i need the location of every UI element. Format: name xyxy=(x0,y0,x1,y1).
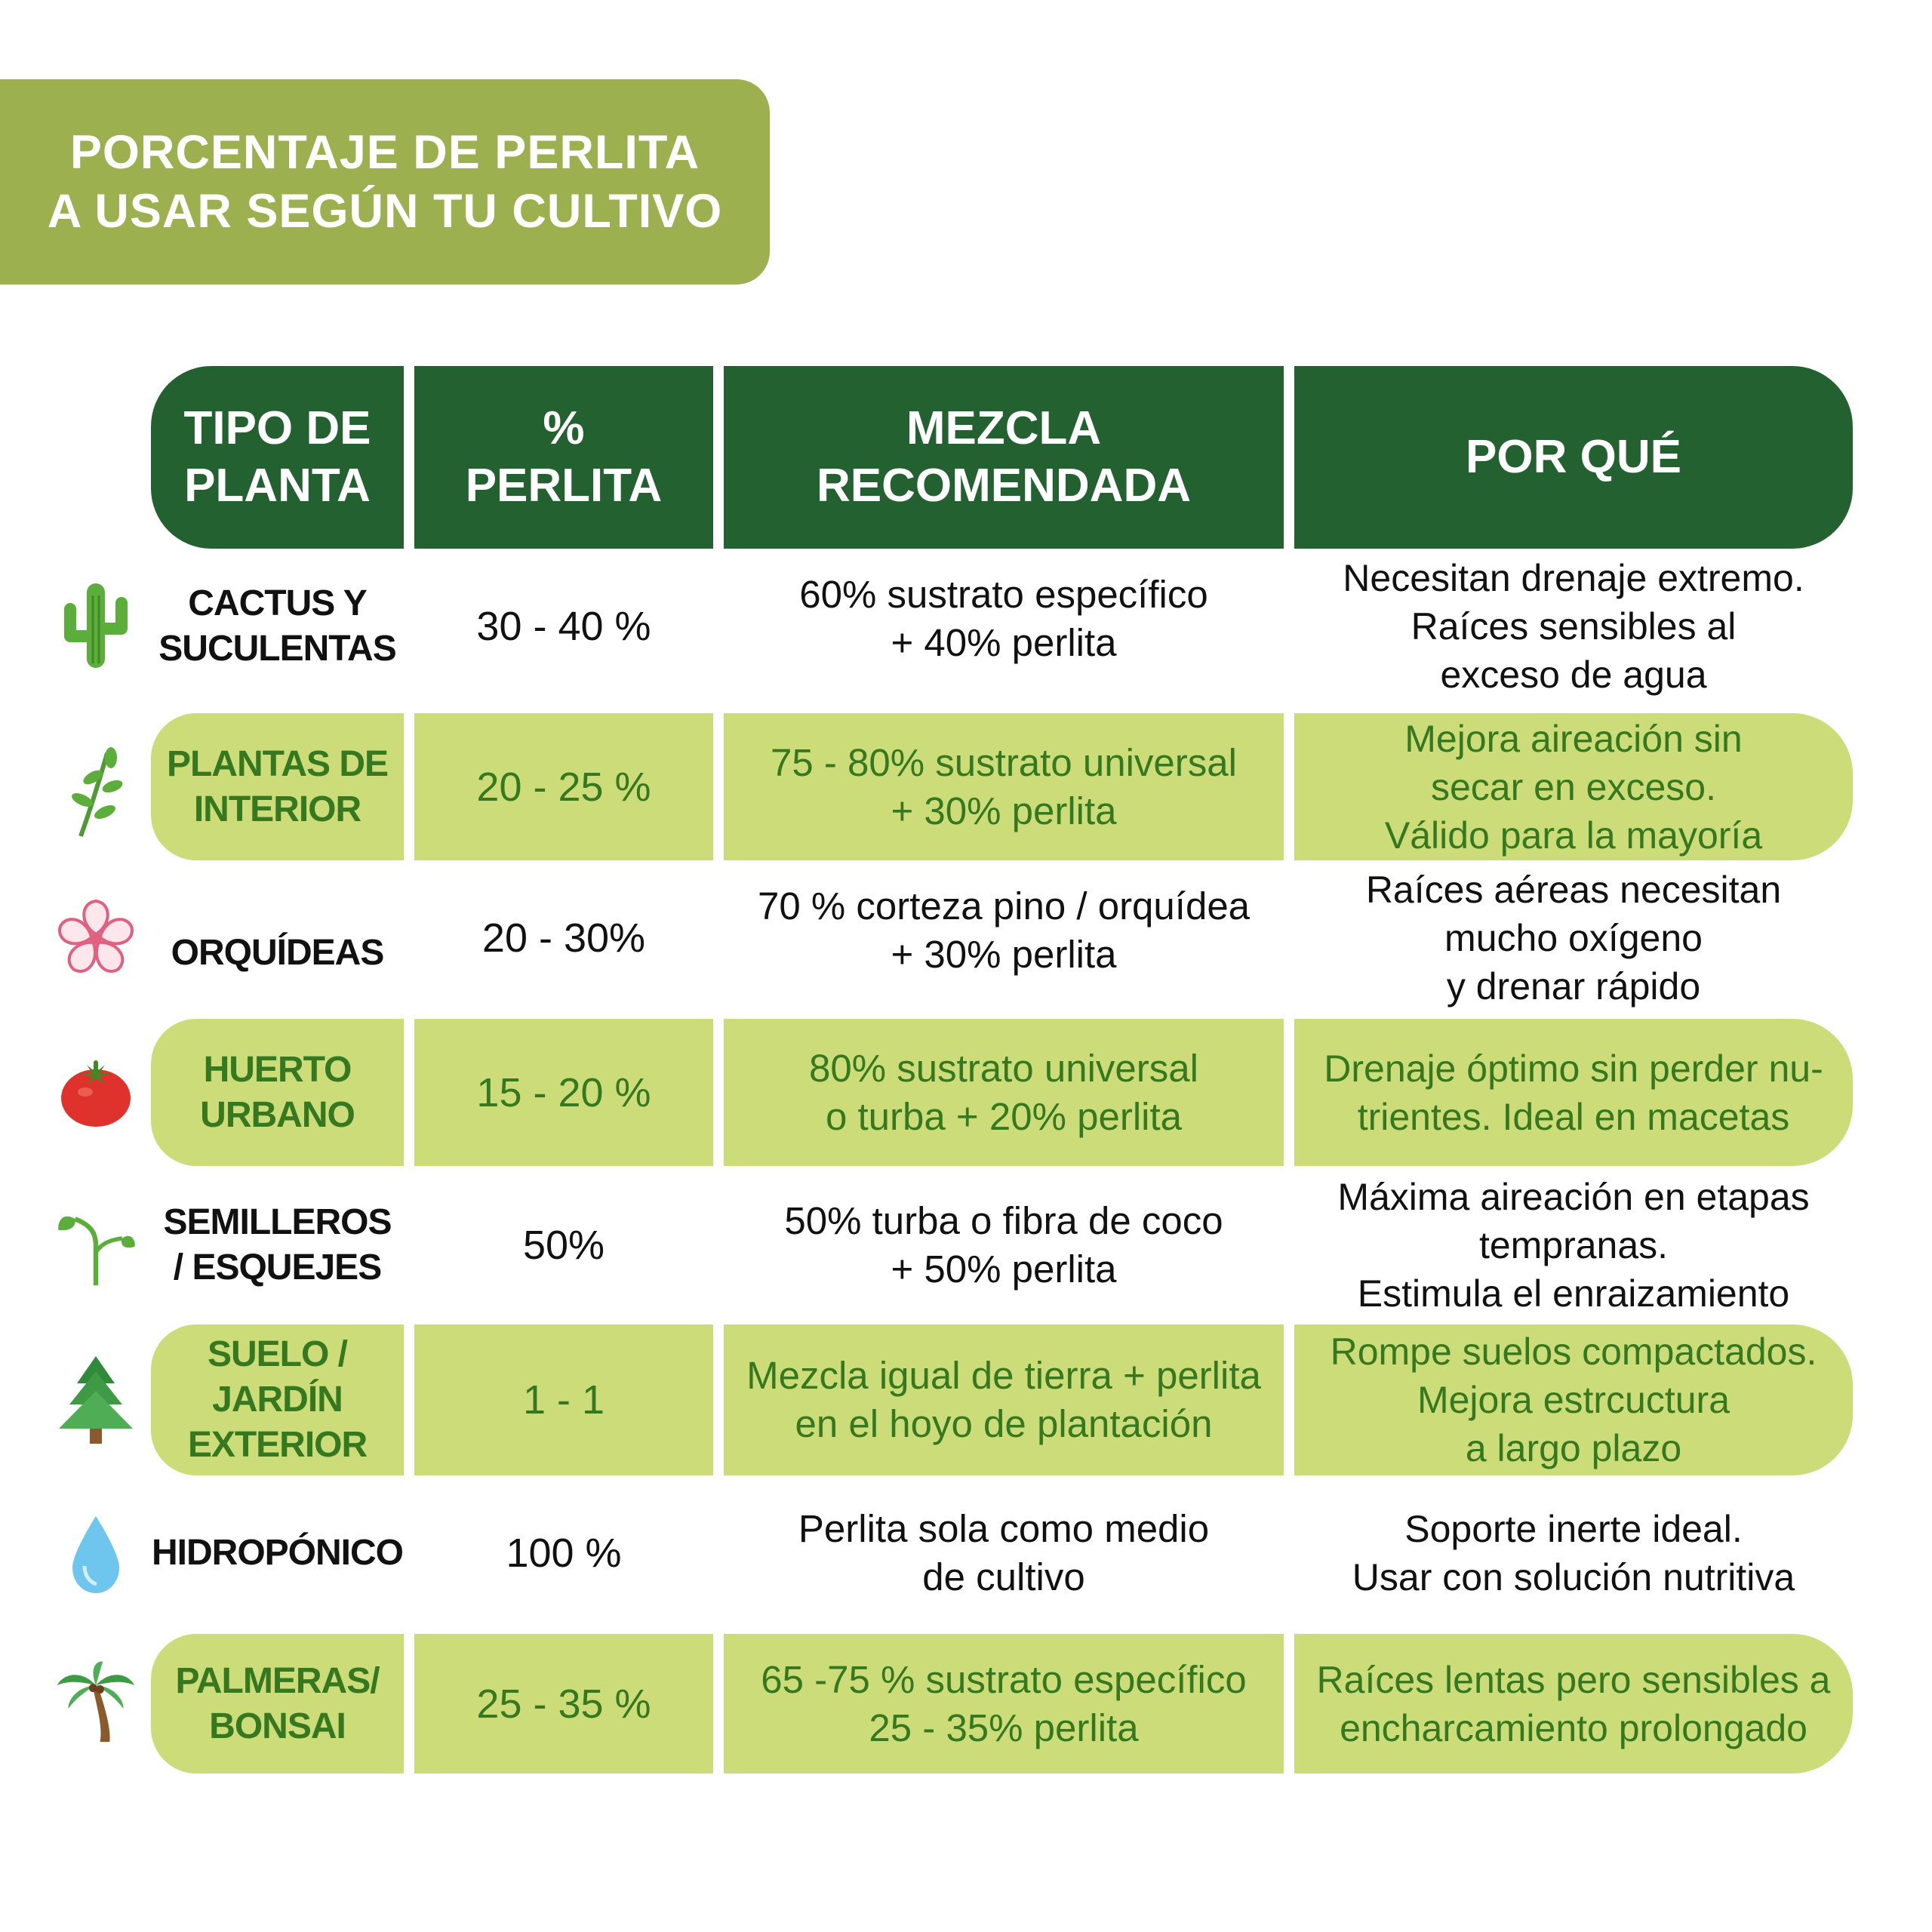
table-row xyxy=(0,713,1932,860)
porque-cell xyxy=(1294,1634,1853,1774)
porque-line: a largo plazo xyxy=(1465,1427,1682,1469)
mezcla-line: 60% sustrato específico xyxy=(799,572,1208,616)
title-line-1: PORCENTAJE DE PERLITA xyxy=(69,126,700,179)
porque-cell xyxy=(1294,713,1853,860)
perlita-cell xyxy=(414,1634,713,1774)
perlita-value: 50% xyxy=(522,1223,605,1268)
tipo-cell xyxy=(151,713,404,860)
porque-line: Necesitan drenaje extremo. xyxy=(1343,556,1804,599)
title-banner xyxy=(0,79,770,285)
perlita-cell xyxy=(414,1324,713,1475)
flower-icon xyxy=(54,894,137,984)
table-row xyxy=(0,1634,1932,1774)
table-row xyxy=(0,860,1932,1015)
mezcla-line: Perlita sola como medio xyxy=(798,1506,1210,1550)
porque-line: y drenar rápido xyxy=(1446,964,1701,1008)
porque-line: encharcamiento prolongado xyxy=(1340,1706,1807,1749)
header-perlita-line: PERLITA xyxy=(465,460,663,512)
tipo-line: PLANTAS DE xyxy=(166,743,389,784)
porque-line: Soporte inerte ideal. xyxy=(1404,1507,1743,1550)
tipo-line: PALMERAS/ xyxy=(175,1660,380,1701)
mezcla-line: 65 -75 % sustrato específico xyxy=(761,1657,1247,1701)
mezcla-cell xyxy=(724,860,1284,1015)
perlita-cell xyxy=(414,713,713,860)
mezcla-line: Mezcla igual de tierra + perlita xyxy=(746,1354,1261,1397)
tipo-cell xyxy=(151,860,404,1015)
tipo-cell xyxy=(151,1324,404,1475)
tipo-line: EXTERIOR xyxy=(187,1425,368,1465)
pine-tree-icon xyxy=(54,1355,137,1445)
header-por-que xyxy=(1294,366,1853,549)
porque-line: Rompe suelos compactados. xyxy=(1330,1331,1817,1373)
mezcla-line: en el hoyo de plantación xyxy=(795,1402,1213,1445)
header-perlita-line: % xyxy=(543,402,585,454)
porque-line: secar en exceso. xyxy=(1431,765,1716,808)
porque-line: Válido para la mayoría xyxy=(1384,814,1763,857)
porque-line: Raíces lentas pero sensibles a xyxy=(1316,1658,1831,1701)
palm-tree-icon xyxy=(54,1657,137,1747)
mezcla-line: 75 - 80% sustrato universal xyxy=(771,740,1237,784)
mezcla-cell xyxy=(724,1019,1284,1166)
porque-line: Mejora aireación sin xyxy=(1404,717,1743,760)
title-line-2: A USAR SEGÚN TU CULTIVO xyxy=(47,185,723,238)
perlita-value: 15 - 20 % xyxy=(476,1069,651,1115)
header-tipo-de-planta xyxy=(151,366,404,549)
porque-line: trientes. Ideal en macetas xyxy=(1357,1095,1790,1138)
tipo-line: SUELO / xyxy=(207,1334,348,1374)
mezcla-line: de cultivo xyxy=(922,1555,1085,1598)
mezcla-cell xyxy=(724,1166,1284,1324)
mezcla-line: + 30% perlita xyxy=(891,789,1117,832)
tipo-cell xyxy=(151,1634,404,1774)
porque-cell xyxy=(1294,1483,1853,1623)
mezcla-cell xyxy=(724,713,1284,860)
porque-line: Máxima aireación en etapas xyxy=(1337,1176,1810,1218)
header-mezcla-line: RECOMENDADA xyxy=(817,460,1191,512)
perlita-cell xyxy=(414,1166,713,1324)
mezcla-line: 50% turba o fibra de coco xyxy=(784,1199,1223,1242)
header-mezcla-recomendada xyxy=(724,366,1284,549)
mezcla-cell xyxy=(724,1324,1284,1475)
mezcla-line: 80% sustrato universal xyxy=(809,1046,1198,1090)
mezcla-cell xyxy=(724,552,1284,700)
mezcla-line: o turba + 20% perlita xyxy=(825,1094,1183,1138)
mezcla-line: + 30% perlita xyxy=(891,932,1117,976)
perlita-value: 25 - 35 % xyxy=(476,1681,651,1727)
table-row xyxy=(0,1483,1932,1623)
perlita-cell xyxy=(414,1483,713,1623)
tipo-cell xyxy=(151,1019,404,1166)
porque-cell xyxy=(1294,552,1853,700)
header-perlita xyxy=(414,366,713,549)
table-row xyxy=(0,1166,1932,1324)
header-porque-line: POR QUÉ xyxy=(1466,431,1681,483)
porque-line: Drenaje óptimo sin perder nu- xyxy=(1324,1047,1823,1090)
table-row xyxy=(0,1019,1932,1166)
porque-cell xyxy=(1294,1324,1853,1475)
tipo-line: JARDÍN xyxy=(212,1380,343,1420)
tipo-line: BONSAI xyxy=(209,1706,346,1746)
porque-line: Mejora estrcuctura xyxy=(1417,1379,1730,1421)
tipo-line: / ESQUEJES xyxy=(173,1247,382,1287)
header-tipo-line: TIPO DE xyxy=(183,402,371,454)
porque-cell xyxy=(1294,1166,1853,1324)
header-tipo-line: PLANTA xyxy=(184,460,371,512)
water-drop-icon xyxy=(54,1509,137,1600)
perlita-cell xyxy=(414,552,713,700)
table-row xyxy=(0,1324,1932,1475)
mezcla-cell xyxy=(724,1634,1284,1774)
porque-line: Usar con solución nutritiva xyxy=(1352,1555,1795,1598)
tipo-line: CACTUS Y xyxy=(188,583,367,623)
perlita-value: 20 - 25 % xyxy=(476,764,651,810)
tipo-line: HIDROPÓNICO xyxy=(151,1532,403,1573)
mezcla-line: 70 % corteza pino / orquídea xyxy=(757,884,1251,928)
tomato-icon xyxy=(54,1047,137,1137)
perlita-value: 30 - 40 % xyxy=(476,603,651,649)
tipo-cell xyxy=(151,1166,404,1324)
tipo-line: URBANO xyxy=(200,1094,355,1135)
mezcla-cell xyxy=(724,1483,1284,1623)
header-mezcla-line: MEZCLA xyxy=(906,402,1102,454)
tipo-line: ORQUÍDEAS xyxy=(171,932,384,973)
tipo-line: HUERTO xyxy=(203,1049,352,1090)
perlita-cell xyxy=(414,860,713,1015)
perlita-value: 20 - 30% xyxy=(481,915,646,961)
porque-line: mucho oxígeno xyxy=(1444,916,1703,959)
porque-cell xyxy=(1294,860,1853,1015)
mezcla-line: + 40% perlita xyxy=(891,620,1117,664)
perlita-value: 1 - 1 xyxy=(522,1377,605,1423)
cactus-icon xyxy=(54,580,137,671)
tipo-cell xyxy=(151,552,404,700)
tipo-line: SUCULENTAS xyxy=(158,628,396,669)
porque-line: exceso de agua xyxy=(1440,653,1707,696)
porque-line: Raíces sensibles al xyxy=(1411,605,1737,648)
perlita-cell xyxy=(414,1019,713,1166)
mezcla-line: + 50% perlita xyxy=(891,1247,1117,1291)
mezcla-line: 25 - 35% perlita xyxy=(869,1706,1139,1749)
porque-line: Raíces aéreas necesitan xyxy=(1365,868,1782,911)
leafy-branch-icon xyxy=(54,747,137,838)
tipo-line: INTERIOR xyxy=(193,789,361,829)
porque-line: tempranas. xyxy=(1478,1224,1669,1266)
porque-line: Estimula el enraizamiento xyxy=(1357,1272,1790,1315)
tipo-cell xyxy=(151,1483,404,1623)
tipo-line: SEMILLEROS xyxy=(163,1202,392,1242)
table-row xyxy=(0,552,1932,700)
seedling-icon xyxy=(54,1200,137,1291)
porque-cell xyxy=(1294,1019,1853,1166)
perlita-value: 100 % xyxy=(506,1530,622,1576)
